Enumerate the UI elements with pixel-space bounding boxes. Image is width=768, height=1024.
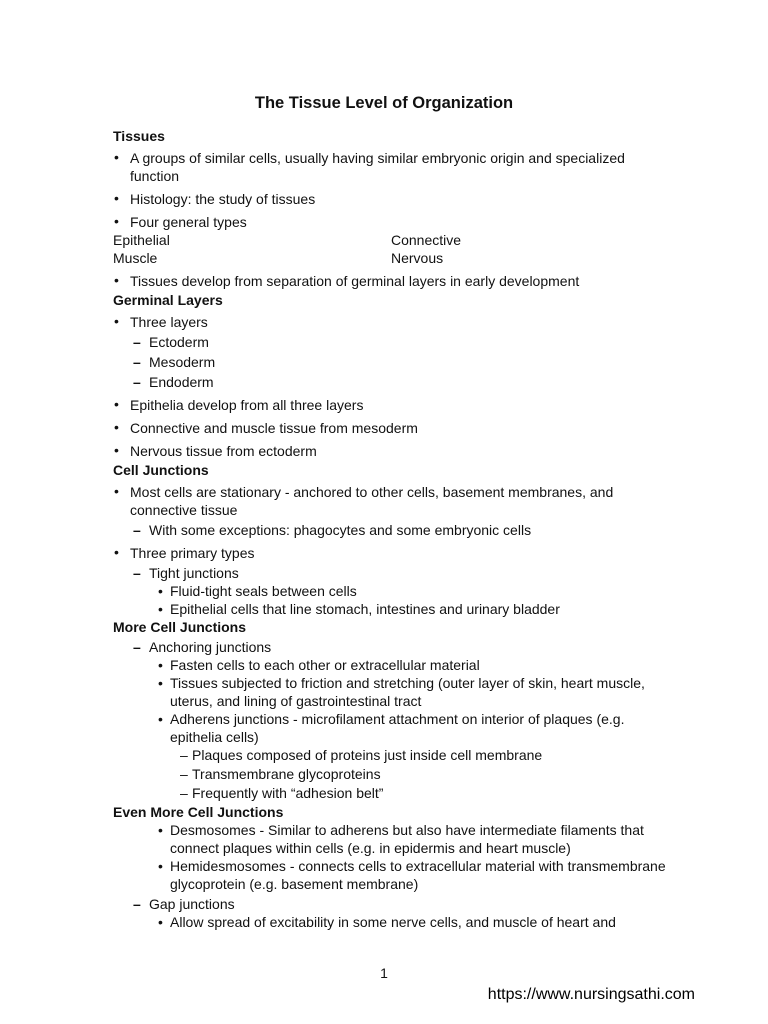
tissue-type: Epithelial [113, 232, 170, 248]
sub-item: – Ectoderm [113, 333, 673, 351]
tissue-types-row [113, 249, 673, 267]
sub-sub-item: • Epithelial cells that line stomach, intestines and urinary bladder [113, 600, 673, 618]
sub-sub-item: • Tissues subjected to friction and stretching (outer layer of skin, heart muscle, uterus, and lining of gastrointestinal tract [113, 674, 673, 710]
watermark-url: https://www.nursingsathi.com [487, 986, 695, 1003]
bullet-item: • Tissues develop from separation of germinal layers in early development [113, 272, 673, 290]
sub-item: – With some exceptions: phagocytes and some embryonic cells [113, 521, 673, 539]
sub-item: – Mesoderm [113, 353, 673, 371]
document-body [113, 127, 673, 931]
bullet-item: • Epithelia develop from all three layers [113, 396, 673, 414]
section-heading-germinal: Germinal Layers [113, 292, 223, 308]
sub-item: – Tight junctions [113, 564, 673, 582]
sub-item: – Gap junctions [113, 895, 673, 913]
bullet-item: • Nervous tissue from ectoderm [113, 442, 673, 460]
bullet-item: • Four general types [113, 213, 673, 231]
sub-sub-sub-item: – Frequently with “adhesion belt” [113, 784, 673, 802]
page-title: The Tissue Level of Organization [254, 94, 514, 112]
bullet-item: • Most cells are stationary - anchored to other cells, basement membranes, and connective tissue [113, 483, 673, 519]
sub-item: – Endoderm [113, 373, 673, 391]
sub-sub-item: • Desmosomes - Similar to adherens but also have intermediate filaments that connect plaques within cells (e.g. in epidermis and heart muscle) [113, 821, 673, 857]
sub-sub-item: • Allow spread of excitability in some nerve cells, and muscle of heart and [113, 913, 673, 931]
section-heading-even-more-cell-junctions: Even More Cell Junctions [113, 804, 284, 820]
section-heading-tissues: Tissues [113, 128, 165, 144]
tissue-type: Muscle [113, 250, 158, 266]
sub-sub-sub-item: – Transmembrane glycoproteins [113, 765, 673, 783]
sub-sub-item: • Hemidesmosomes - connects cells to extracellular material with transmembrane glycoprotein (e.g. basement membrane) [113, 857, 673, 893]
bullet-item: • Three primary types [113, 544, 673, 562]
sub-sub-sub-item: – Plaques composed of proteins just inside cell membrane [113, 746, 673, 764]
tissue-types-row [113, 231, 673, 249]
bullet-item: • Histology: the study of tissues [113, 190, 673, 208]
sub-sub-item: • Fasten cells to each other or extracellular material [113, 656, 673, 674]
sub-sub-item: • Adherens junctions - microfilament attachment on interior of plaques (e.g. epithelia cells) [113, 710, 673, 746]
section-heading-more-cell-junctions: More Cell Junctions [113, 619, 247, 635]
tissue-type: Connective [391, 232, 462, 248]
section-heading-cell-junctions: Cell Junctions [113, 462, 209, 478]
sub-item: – Anchoring junctions [113, 638, 673, 656]
sub-sub-item: • Fluid-tight seals between cells [113, 582, 673, 600]
tissue-type: Nervous [391, 250, 444, 266]
bullet-item: • Connective and muscle tissue from mesoderm [113, 419, 673, 437]
bullet-item: • Three layers [113, 313, 673, 331]
page-number: 1 [380, 965, 388, 981]
bullet-item: • A groups of similar cells, usually having similar embryonic origin and specialized function [113, 149, 673, 185]
